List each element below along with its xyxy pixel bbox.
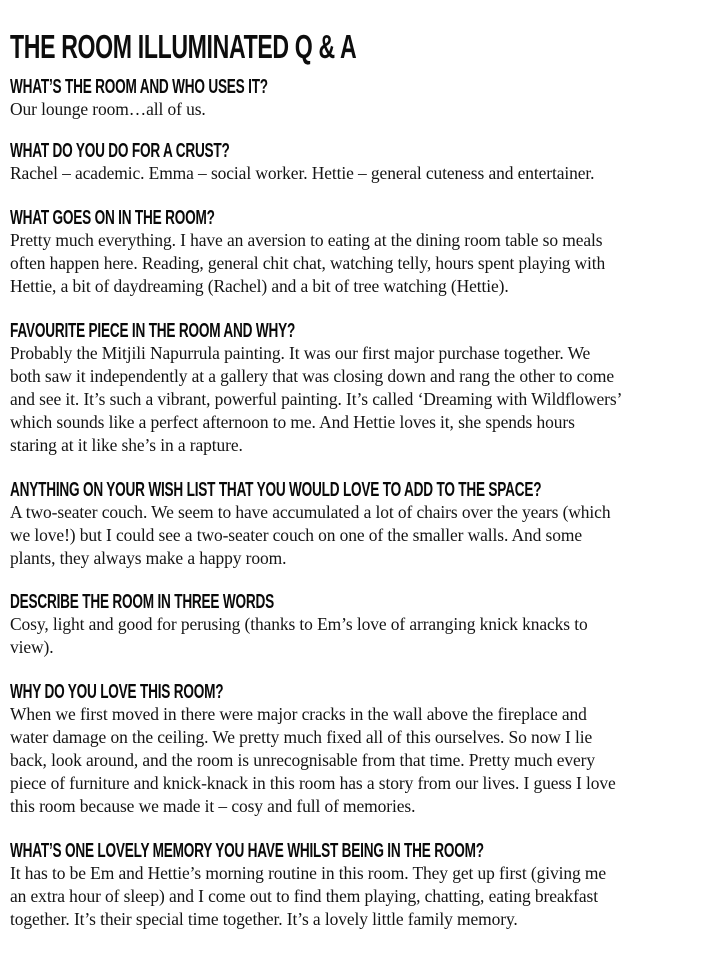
page-title: THE ROOM ILLUMINATED Q & A <box>10 28 357 66</box>
question-heading: WHAT’S ONE LOVELY MEMORY YOU HAVE WHILST BEING IN THE ROOM? <box>10 840 484 862</box>
answer-text <box>10 342 716 457</box>
answer-text <box>10 98 716 121</box>
answer-line: an extra hour of sleep) and I come out to find them playing, chatting, eating breakfast <box>10 886 598 906</box>
answer-line: piece of furniture and knick-knack in this room has a story from our lives. I guess I love <box>10 773 616 793</box>
answer-line: this room because we made it – cosy and full of memories. <box>10 796 416 816</box>
qa-section <box>10 479 716 570</box>
question-heading: WHAT’S THE ROOM AND WHO USES IT? <box>10 76 268 98</box>
answer-line: water damage on the ceiling. We pretty much fixed all of this ourselves. So now I lie <box>10 727 593 747</box>
answer-line: which sounds like a perfect afternoon to me. And Hettie loves it, she spends hours <box>10 412 575 432</box>
qa-section <box>10 320 716 457</box>
question-heading: WHY DO YOU LOVE THIS ROOM? <box>10 681 224 703</box>
question-heading: DESCRIBE THE ROOM IN THREE WORDS <box>10 591 274 613</box>
answer-text <box>10 229 716 298</box>
answer-text <box>10 862 716 931</box>
question-heading: WHAT DO YOU DO FOR A CRUST? <box>10 140 230 162</box>
answer-line: staring at it like she’s in a rapture. <box>10 435 243 455</box>
answer-line: plants, they always make a happy room. <box>10 548 287 568</box>
answer-line: Our lounge room…all of us. <box>10 99 206 119</box>
answer-line: Probably the Mitjili Napurrula painting. It was our first major purchase together. We <box>10 343 591 363</box>
qa-section <box>10 681 716 818</box>
answer-text <box>10 501 716 570</box>
answer-line: view). <box>10 637 54 657</box>
answer-line: back, look around, and the room is unrecognisable from that time. Pretty much every <box>10 750 596 770</box>
answer-line: Cosy, light and good for perusing (thanks to Em’s love of arranging knick knacks to <box>10 614 588 634</box>
answer-line: A two-seater couch. We seem to have accumulated a lot of chairs over the years (which <box>10 502 611 522</box>
answer-line: and see it. It’s such a vibrant, powerful painting. It’s called ‘Dreaming with Wildflowers’ <box>10 389 623 409</box>
question-heading: ANYTHING ON YOUR WISH LIST THAT YOU WOULD LOVE TO ADD TO THE SPACE? <box>10 479 542 501</box>
answer-line: often happen here. Reading, general chit chat, watching telly, hours spent playing with <box>10 253 606 273</box>
answer-line: Pretty much everything. I have an aversion to eating at the dining room table so meals <box>10 230 603 250</box>
answer-line: we love!) but I could see a two-seater couch on one of the smaller walls. And some <box>10 525 583 545</box>
answer-line: When we first moved in there were major cracks in the wall above the fireplace and <box>10 704 587 724</box>
qa-section <box>10 76 716 121</box>
answer-line: Hettie, a bit of daydreaming (Rachel) and a bit of tree watching (Hettie). <box>10 276 509 296</box>
question-heading: FAVOURITE PIECE IN THE ROOM AND WHY? <box>10 320 296 342</box>
answer-line: both saw it independently at a gallery that was closing down and rang the other to come <box>10 366 615 386</box>
qa-section <box>10 591 716 659</box>
qa-section <box>10 140 716 185</box>
answer-line: Rachel – academic. Emma – social worker. Hettie – general cuteness and entertainer. <box>10 163 595 183</box>
qa-section <box>10 840 716 931</box>
question-heading: WHAT GOES ON IN THE ROOM? <box>10 207 215 229</box>
answer-line: together. It’s their special time together. It’s a lovely little family memory. <box>10 909 518 929</box>
qa-section <box>10 207 716 298</box>
answer-text <box>10 162 716 185</box>
answer-text <box>10 613 716 659</box>
answer-line: It has to be Em and Hettie’s morning routine in this room. They get up first (giving me <box>10 863 606 883</box>
answer-text <box>10 703 716 818</box>
